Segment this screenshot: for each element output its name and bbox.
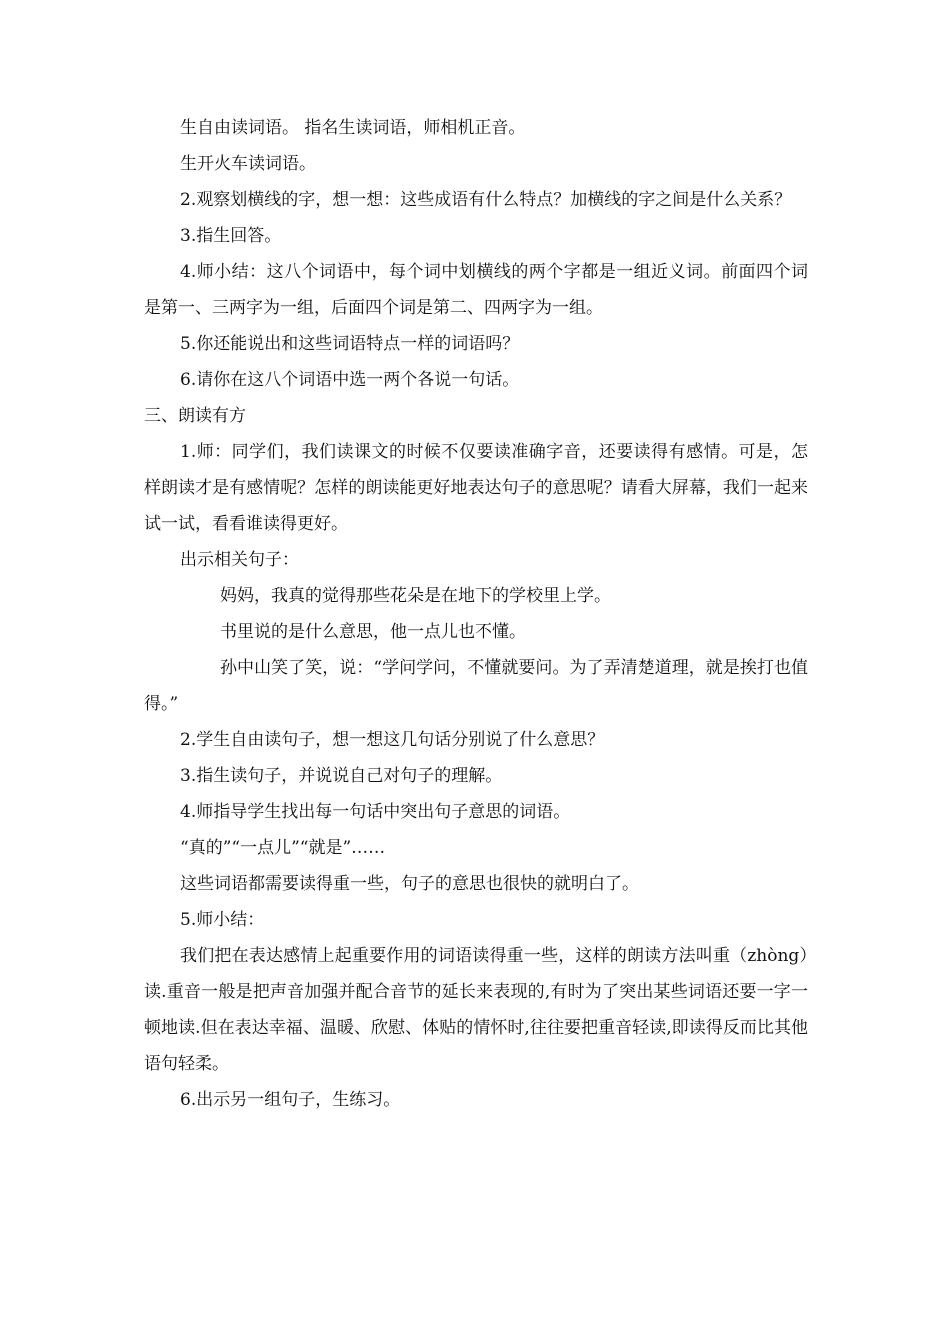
paragraph-step-3-answer: 3.指生回答。 <box>180 226 282 246</box>
document-body <box>144 110 808 1118</box>
quoted-sentence-3: 孙中山笑了笑，说：“学问学问，不懂就要问。为了弄清楚道理，就是挨打也值得。” <box>144 658 808 714</box>
paragraph-key-words: “真的”“一点儿”“就是”…… <box>180 838 386 858</box>
paragraph-step-4-find-words: 4.师指导学生找出每一句话中突出句子意思的词语。 <box>180 802 571 822</box>
paragraph-step-2-observe: 2.观察划横线的字，想一想：这些成语有什么特点？加横线的字之间是什么关系？ <box>180 190 792 210</box>
paragraph-step-2-free-read: 2.学生自由读句子，想一想这几句话分别说了什么意思？ <box>180 730 605 750</box>
section-heading-reading: 三、朗读有方 <box>144 406 246 426</box>
paragraph-step-5-teacher-summary: 5.师小结： <box>180 910 265 930</box>
paragraph-read-heavier: 这些词语都需要读得重一些，句子的意思也很快的就明白了。 <box>180 874 639 894</box>
paragraph-teacher-intro: 1.师：同学们，我们读课文的时候不仅要读准确字音，还要读得有感情。可是，怎样朗读才是有感情呢？怎样的朗读能更好地表达句子的意思呢？请看大屏幕，我们一起来试一试，看看谁读得更好。 <box>144 442 808 534</box>
paragraph-step-6-practice: 6.出示另一组句子，生练习。 <box>180 1090 401 1110</box>
paragraph-step-6-make-sentence: 6.请你在这八个词语中选一两个各说一句话。 <box>180 370 520 390</box>
paragraph-step-3-understanding: 3.指生读句子，并说说自己对句子的理解。 <box>180 766 503 786</box>
paragraph-reading-words: 生自由读词语。 指名生读词语，师相机正音。 <box>180 118 526 138</box>
paragraph-step-5-similar-words: 5.你还能说出和这些词语特点一样的词语吗？ <box>180 334 520 354</box>
quoted-sentence-1: 妈妈，我真的觉得那些花朵是在地下的学校里上学。 <box>220 586 611 606</box>
quoted-sentence-2: 书里说的是什么意思，他一点儿也不懂。 <box>220 622 526 642</box>
paragraph-show-sentences: 出示相关句子： <box>180 550 299 570</box>
paragraph-train-reading: 生开火车读词语。 <box>180 154 316 174</box>
paragraph-step-4-summary: 4.师小结：这八个词语中，每个词中划横线的两个字都是一组近义词。前面四个词是第一、三两字为一组，后面四个词是第二、四两字为一组。 <box>144 262 808 318</box>
paragraph-stress-reading: 我们把在表达感情上起重要作用的词语读得重一些，这样的朗读方法叫重（zhòng）读.重音一般是把声音加强并配合音节的延长来表现的,有时为了突出某些词语还要一字一顿地读.但在表达幸福、温暖、欣慰、体贴的情怀时,往往要把重音轻读,即读得反而比其他语句轻柔。 <box>144 946 808 1074</box>
